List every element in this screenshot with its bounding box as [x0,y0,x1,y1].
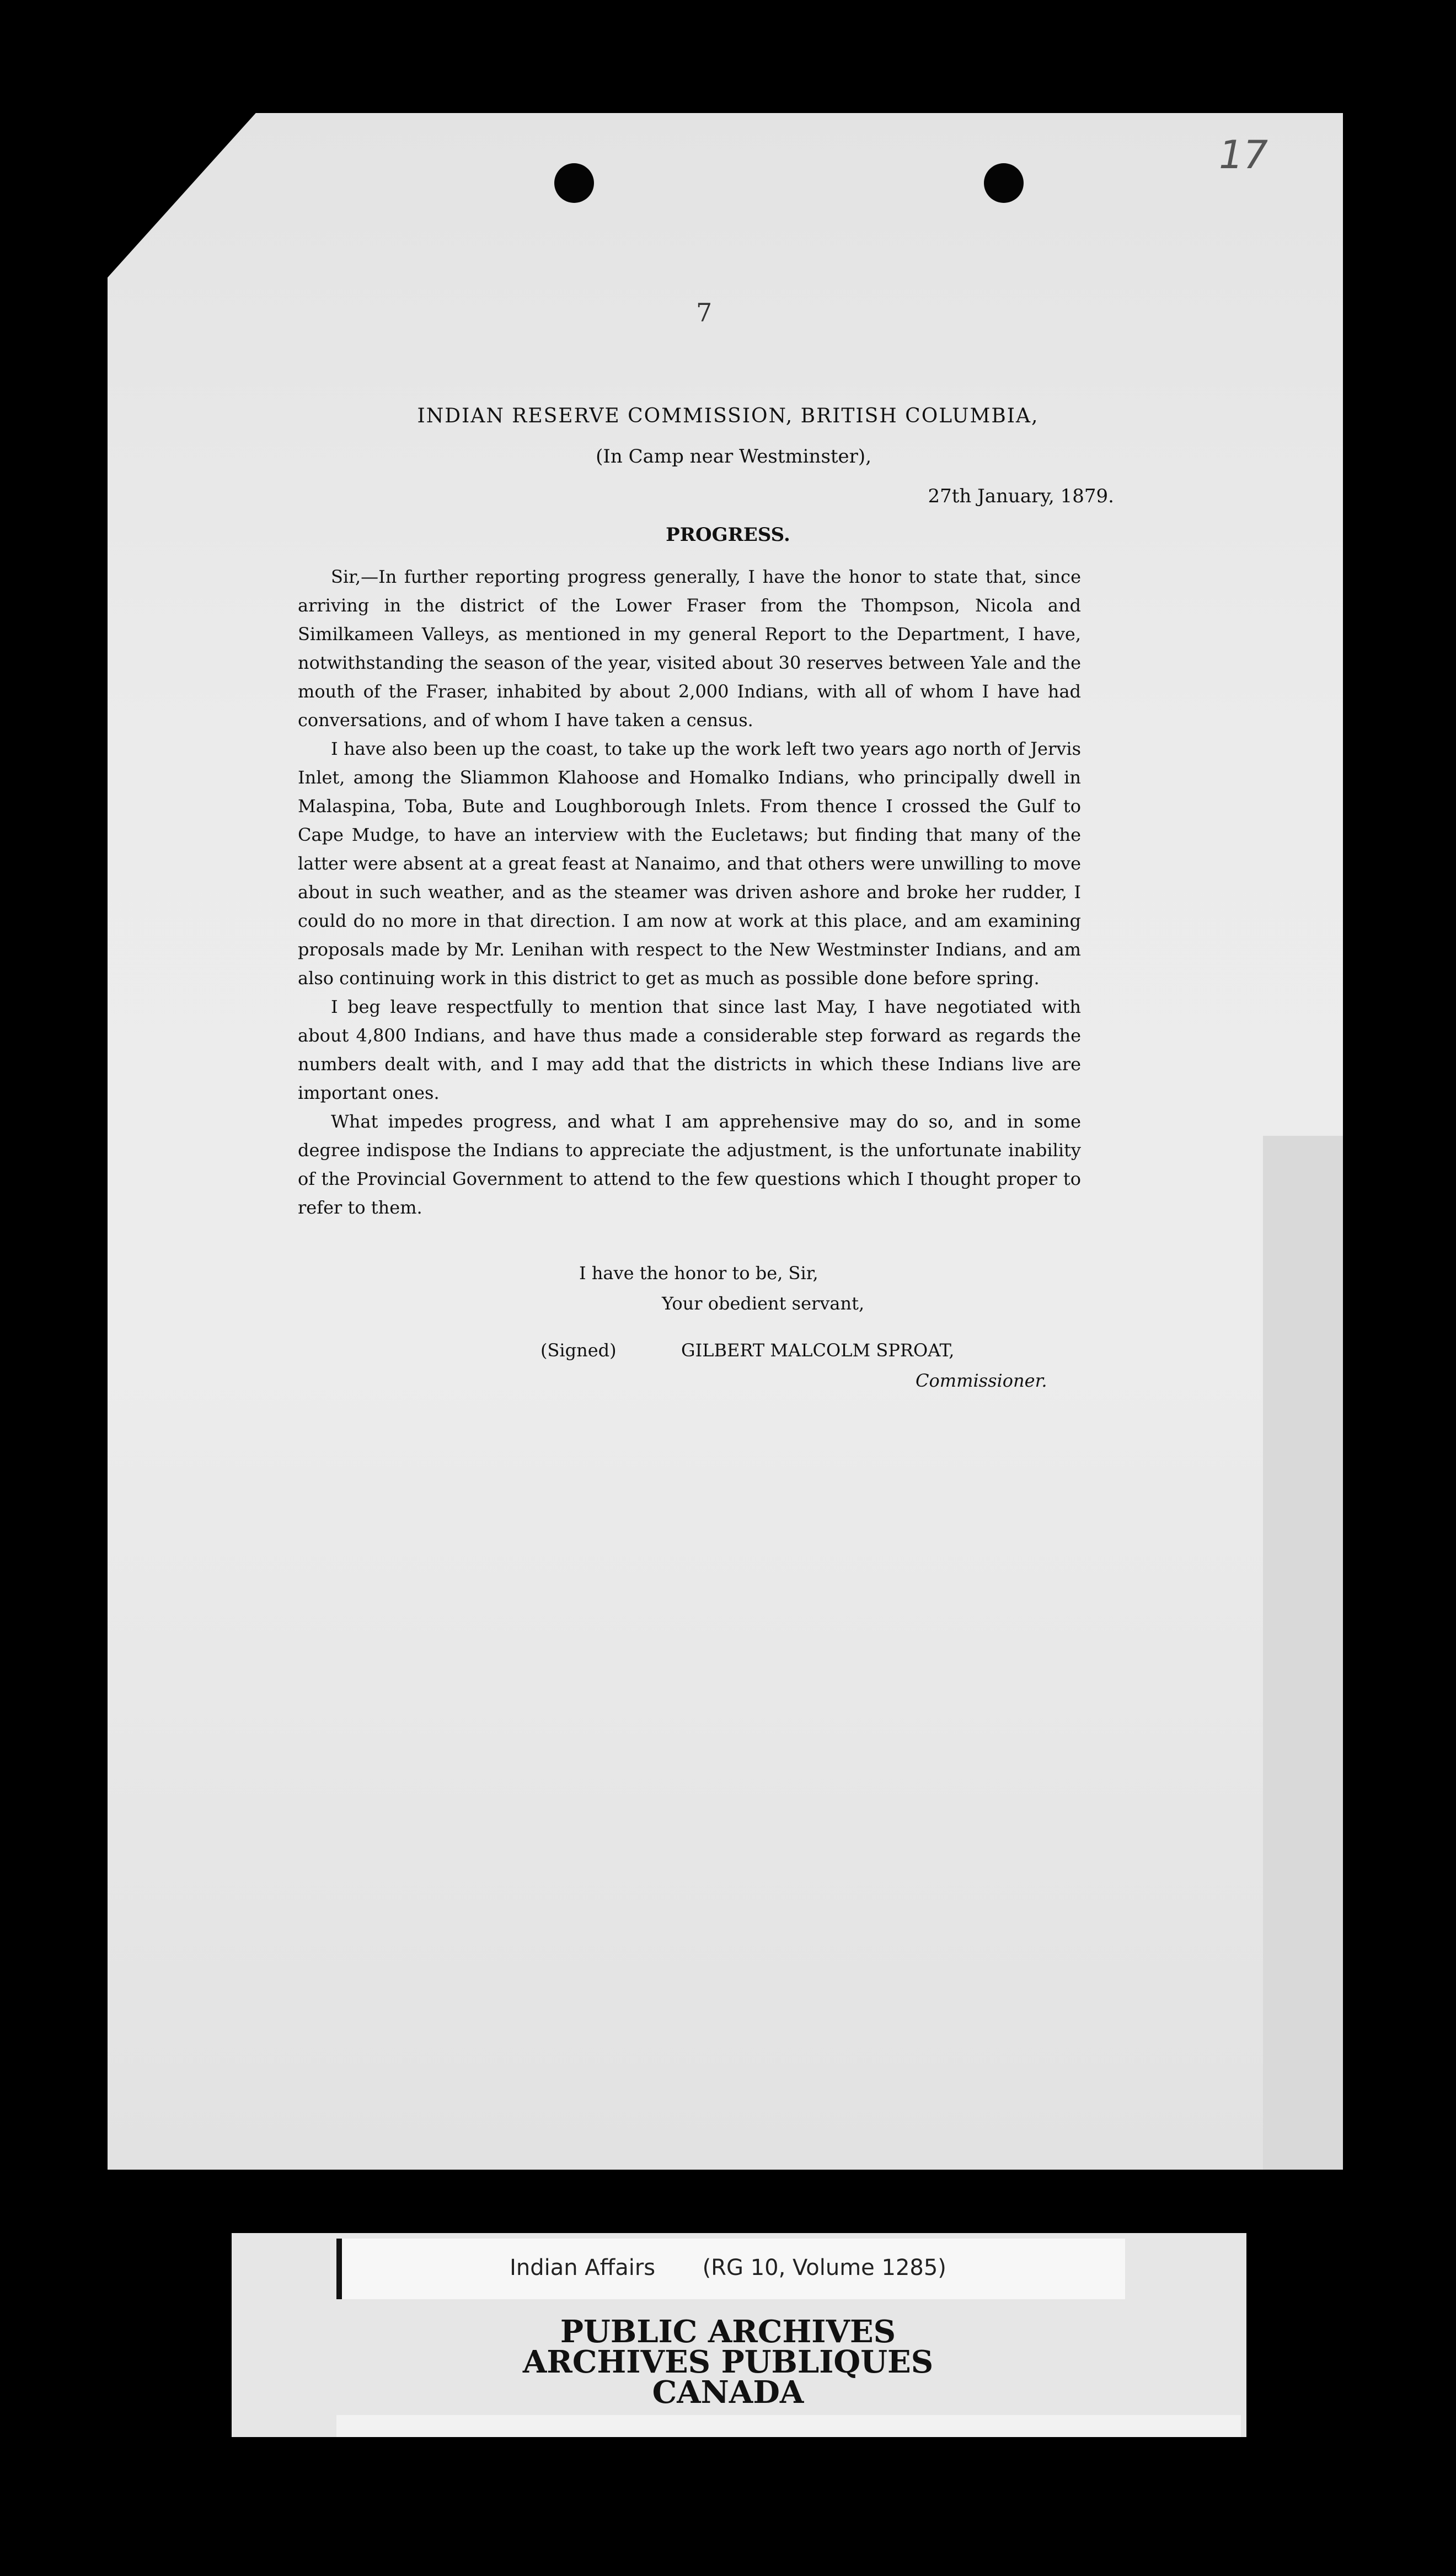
letter-date: 27th January, 1879. [928,485,1114,507]
commission-heading: INDIAN RESERVE COMMISSION, BRITISH COLUMBIA, [417,405,1039,427]
paragraph-3: I beg leave respectfully to mention that since last May, I have negotiated with about 4,800 Indians, and have thus made a considerable step forward as regards the numbers dealt with, and I may add that the districts in which these Indians live are important ones. [298,996,1081,1103]
stamp-line-1: PUBLIC ARCHIVES [560,2314,896,2350]
paragraph-1: Sir,—In further reporting progress generally, I have the honor to state that, since arriving in the district of the Lower Fraser from the Thompson, Nicola and Similkameen Valleys, as mentioned in my general Report to the Department, I have, notwithstanding the season of the year, visited about 30 reserves between Yale and the mouth of the Fraser, inhabited by about 2,000 Indians, with all of whom I have had conversations, and of whom I have taken a census. [298,566,1081,731]
archive-reference: (RG 10, Volume 1285) [702,2255,946,2280]
punch-hole-right [984,163,1024,203]
closing-line-2: Your obedient servant, [662,1293,865,1314]
archive-collection: Indian Affairs [510,2255,656,2280]
progress-title: PROGRESS. [666,524,790,546]
closing-line-1: I have the honor to be, Sir, [579,1263,818,1284]
paragraph-4: What impedes progress, and what I am apprehensive may do so, and in some degree indispose the Indians to appreciate the adjustment, is the unfortunate inability of the Provincial Government to attend to the few questions which I thought proper to refer to them. [298,1111,1081,1218]
letter-body [298,562,1081,1222]
stamp-line-3: CANADA [652,2374,804,2411]
signatory-title: Commissioner. [916,1370,1047,1391]
paragraph-2: I have also been up the coast, to take up the work left two years ago north of Jervis Inlet, among the Sliammon Klahoose and Homalko Indians, who principally dwell in Malaspina, Toba, Bute and Loughborough Inlets. From thence I crossed the Gulf to Cape Mudge, to have an interview with the Eucletaws; but finding that many of the latter were absent at a great feast at Nanaimo, and that others were unwilling to move about in such weather, and as the steamer was driven ashore and broke her rudder, I could do no more in that direction. I am now at work at this place, and am examining proposals made by Mr. Lenihan with respect to the New Westminster Indians, and am also continuing work in this district to get as much as possible done before spring. [298,738,1081,989]
handwritten-page-number: 17 [1219,132,1268,178]
page-edge [1263,1136,1343,2170]
signatory-name: GILBERT MALCOLM SPROAT, [681,1340,955,1361]
stamp-line-2: ARCHIVES PUBLIQUES [522,2344,934,2380]
signed-label: (Signed) [540,1340,617,1361]
punch-hole-left [554,163,594,203]
archive-label-text [336,2255,1120,2280]
page-mark: 7 [696,298,713,328]
camp-location: (In Camp near Westminster), [596,446,871,468]
label-bottom-strip [336,2415,1241,2437]
